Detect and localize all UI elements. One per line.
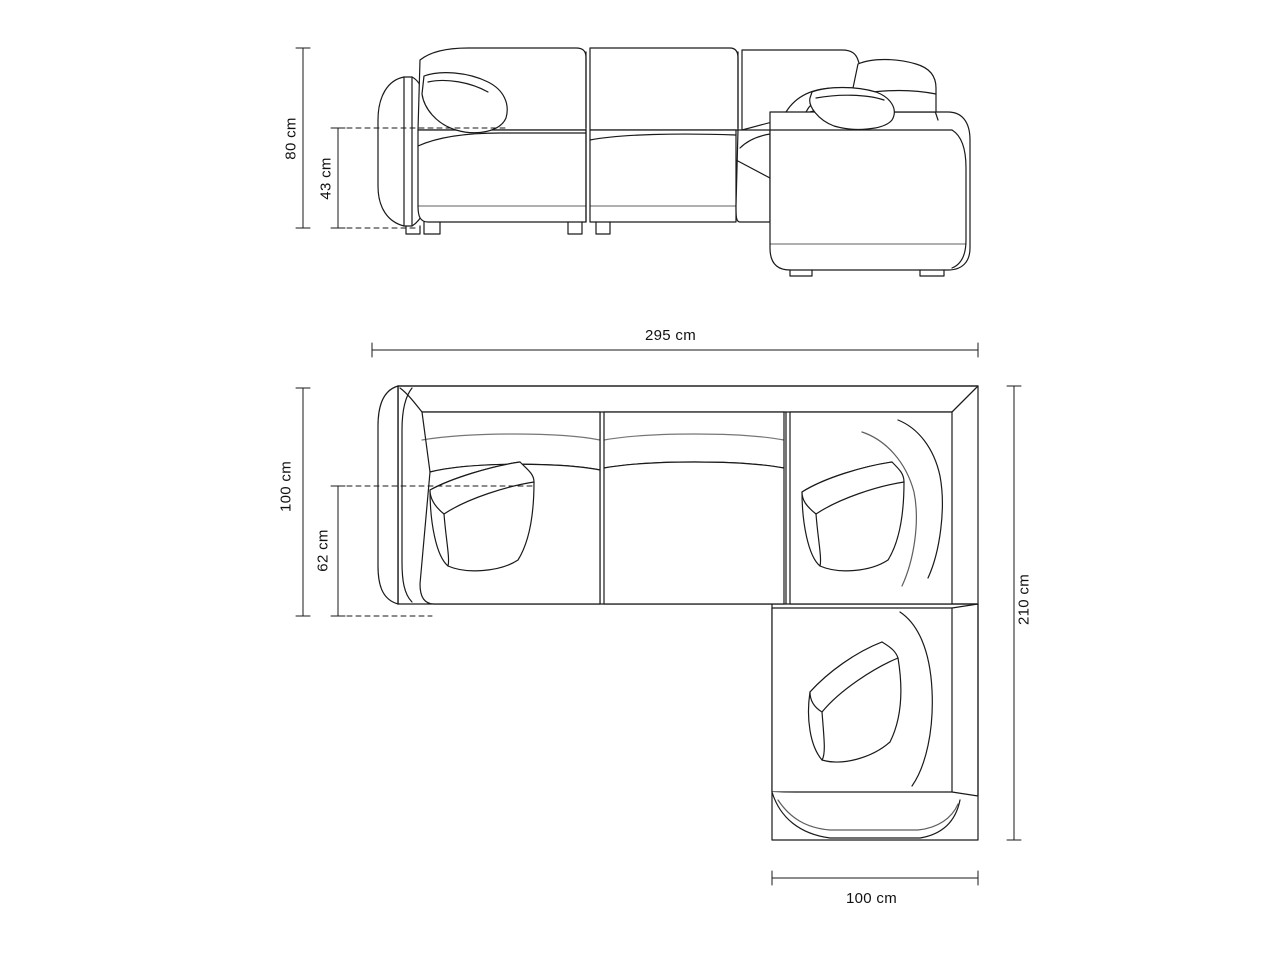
dimension-label-front-total-height: 80 cm <box>282 117 300 160</box>
dimension-label-top-module-depth: 100 cm <box>277 461 295 512</box>
dimension-label-top-total-width: 295 cm <box>645 327 696 344</box>
dimension-label-front-seat-height: 43 cm <box>317 157 335 200</box>
top-view-group <box>296 343 1021 885</box>
dimension-label-top-chaise-width: 100 cm <box>846 890 897 907</box>
front-view-group <box>296 48 970 276</box>
dimension-label-top-seat-depth: 62 cm <box>314 529 332 572</box>
dimension-label-top-total-depth: 210 cm <box>1015 574 1033 625</box>
